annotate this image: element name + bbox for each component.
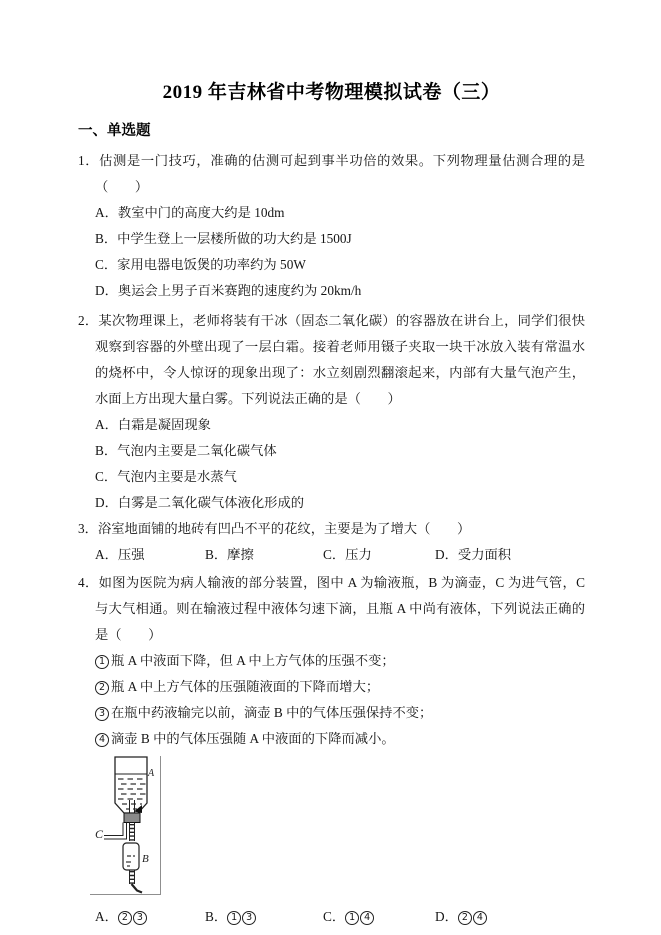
question-4-option-b	[205, 904, 323, 930]
question-1	[78, 148, 585, 304]
question-2-option-d: D．白雾是二氧化碳气体液化形成的	[95, 495, 305, 510]
question-3-option-b: B．摩擦	[205, 547, 254, 562]
question-2-option-b: B．气泡内主要是二氧化碳气体	[95, 443, 277, 458]
question-4-option-c	[323, 904, 435, 930]
lower-tube	[130, 870, 135, 884]
statement-text: 滴壶 B 中的气体压强随 A 中液面的下降而减小。	[111, 731, 395, 746]
statement-text: 瓶 A 中液面下降，但 A 中上方气体的压强不变；	[111, 653, 395, 668]
circled-number-icon: 2	[95, 681, 109, 695]
question-1-option-d: D．奥运会上男子百米赛跑的速度约为 20km/h	[95, 283, 362, 298]
figure-label-inlet: C	[95, 827, 104, 841]
question-4-statement-3	[78, 700, 585, 726]
question-1-option-a: A．教室中门的高度大约是 10dm	[95, 205, 285, 220]
circled-number-icon: 4	[95, 733, 109, 747]
circled-number-icon: 4	[360, 911, 374, 925]
air-inlet-tube	[104, 823, 123, 836]
option-label: D．	[435, 909, 458, 924]
question-3	[78, 516, 585, 568]
circled-number-icon: 3	[133, 911, 147, 925]
page-title: 2019 年吉林省中考物理模拟试卷（三）	[162, 82, 501, 103]
question-2	[78, 308, 585, 516]
statement-text: 在瓶中药液输完以前，滴壶 B 中的气体压强保持不变；	[111, 705, 433, 720]
question-2-stem: 2．某次物理课上，老师将装有干冰（固态二氧化碳）的容器放在讲台上，同学们很快观察到容器的外壁出现了一层白霜。接着老师用镊子夹取一块干冰放入装有常温水的烧杯中，令人惊讶的现象出现了：水立刻剧烈翻滚起来，内部有大量气泡产生，水面上方出现大量白雾。下列说法正确的是（ ）	[78, 313, 585, 406]
question-4-options	[78, 904, 585, 930]
upper-tube	[130, 823, 135, 842]
question-2-option-a: A．白霜是凝固现象	[95, 417, 211, 432]
circled-number-icon: 1	[95, 655, 109, 669]
option-label: C．	[323, 909, 346, 924]
question-4-option-a	[95, 904, 205, 930]
iv-infusion-figure	[90, 756, 161, 895]
circled-number-icon: 2	[118, 911, 132, 925]
question-4-statement-2	[78, 674, 585, 700]
question-3-option-c: C．压力	[323, 547, 372, 562]
circled-number-icon: 4	[473, 911, 487, 925]
question-3-option-a: A．压强	[95, 547, 145, 562]
liquid-texture	[118, 779, 146, 809]
question-2-option-c: C．气泡内主要是水蒸气	[95, 469, 237, 484]
question-3-option-d: D．受力面积	[435, 547, 512, 562]
stopper	[124, 813, 140, 823]
circled-number-icon: 2	[458, 911, 472, 925]
figure-label-chamber: B	[142, 853, 149, 865]
circled-number-icon: 3	[95, 707, 109, 721]
circled-number-icon: 1	[345, 911, 359, 925]
iv-infusion-diagram	[90, 756, 160, 894]
question-3-stem: 3．浴室地面铺的地砖有凹凸不平的花纹，主要是为了增大（ ）	[78, 521, 471, 536]
option-label: A．	[95, 909, 118, 924]
question-4-statement-1	[78, 648, 585, 674]
section-heading: 一、单选题	[78, 123, 151, 139]
circled-number-icon: 1	[227, 911, 241, 925]
option-label: B．	[205, 909, 228, 924]
question-3-options	[78, 542, 585, 568]
question-1-option-c: C．家用电器电饭煲的功率约为 50W	[95, 257, 306, 272]
question-4	[78, 570, 585, 930]
figure-label-bottle: A	[148, 768, 155, 779]
question-1-stem: 1．估测是一门技巧，准确的估测可起到事半功倍的效果。下列物理量估测合理的是（ ）	[78, 153, 585, 194]
question-4-statement-4	[78, 726, 585, 752]
question-1-option-b: B．中学生登上一层楼所做的功大约是 1500J	[95, 231, 352, 246]
question-4-stem: 4．如图为医院为病人输液的部分装置，图中 A 为输液瓶，B 为滴壶，C 为进气管，C 与大气相通。则在输液过程中液体匀速下滴，且瓶 A 中尚有液体，下列说法正确的是（ ）	[78, 575, 585, 642]
circled-number-icon: 3	[242, 911, 256, 925]
needle	[132, 884, 143, 893]
statement-text: 瓶 A 中上方气体的压强随液面的下降而增大；	[111, 679, 380, 694]
question-4-option-d	[435, 904, 585, 930]
